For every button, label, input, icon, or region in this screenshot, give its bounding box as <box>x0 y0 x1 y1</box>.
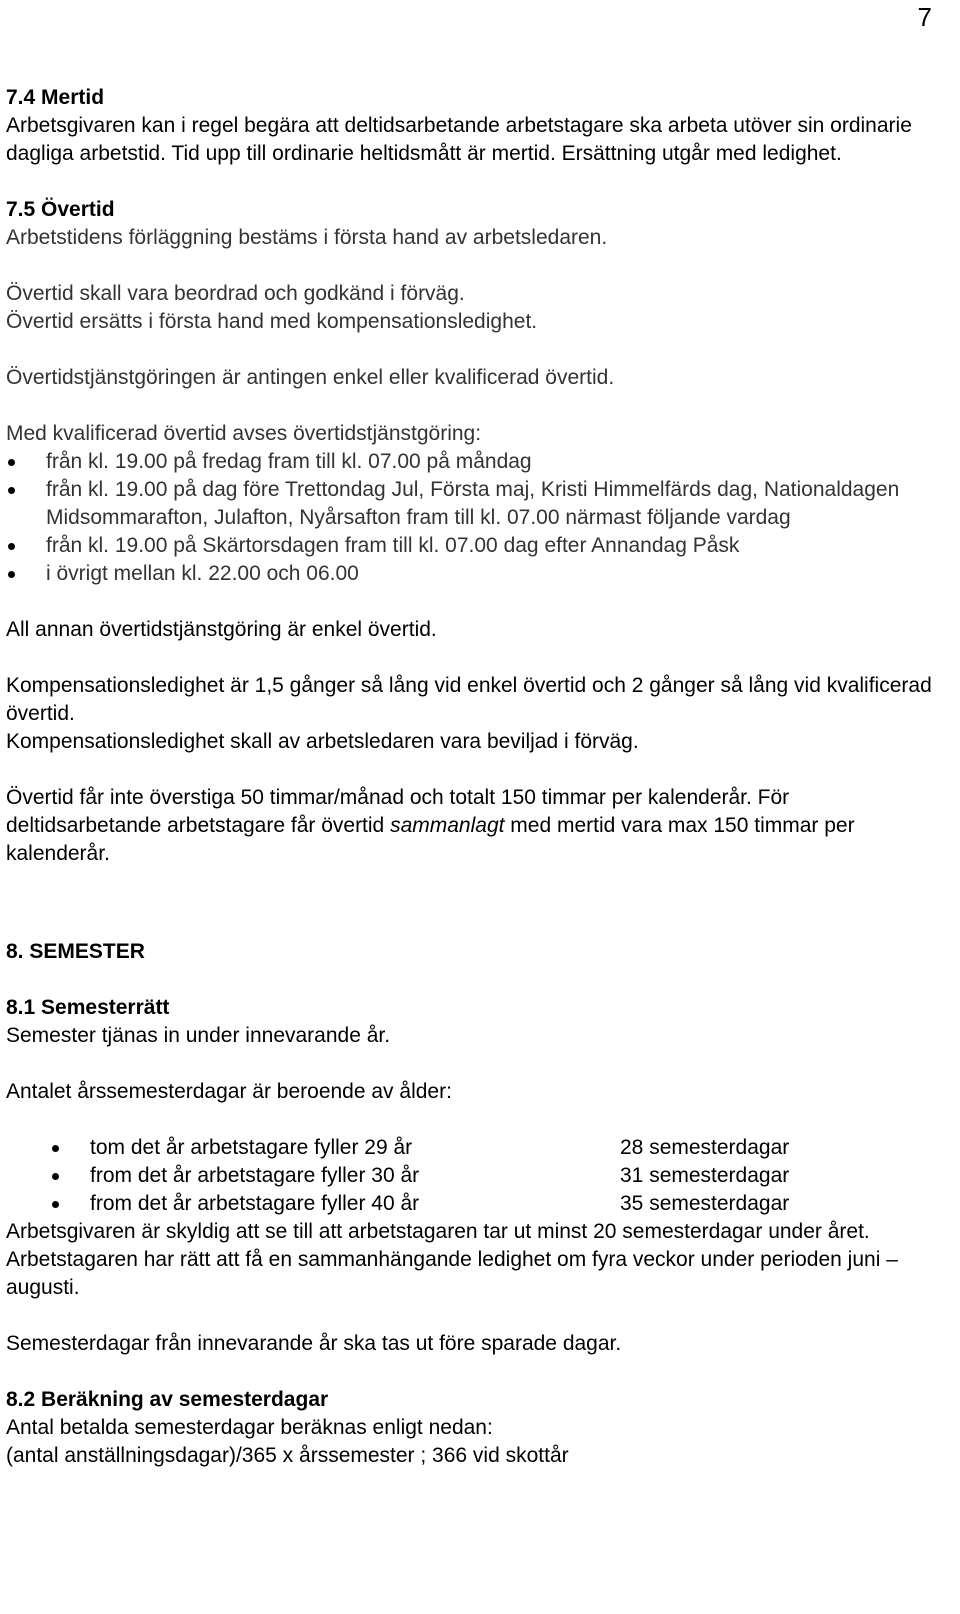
vacation-days: 31 semesterdagar <box>620 1164 790 1187</box>
age-condition: tom det år arbetstagare fyller 29 år <box>90 1136 413 1159</box>
emphasis-text: sammanlagt <box>390 814 505 837</box>
paragraph: Antalet årssemesterdagar är beroende av ålder: <box>6 1080 452 1103</box>
section-heading: 7.5 Övertid <box>6 198 115 221</box>
paragraph: Arbetsgivaren är skyldig att se till att arbetstagaren tar ut minst 20 semesterdagar under året. Arbetstagaren har rätt att få en sammanhängande ledighet om fyra veckor under perioden juni – augusti. <box>6 1220 898 1299</box>
age-condition: from det år arbetstagare fyller 40 år <box>90 1192 420 1215</box>
paragraph <box>6 784 936 868</box>
vacation-days: 35 semesterdagar <box>620 1192 790 1215</box>
text-run: Övertid får inte överstiga 50 timmar/månad och totalt 150 timmar per kalenderår. För deltidsarbetande arbetstagare får övertid <box>6 786 790 837</box>
paragraph-group <box>6 672 936 756</box>
list-item: från kl. 19.00 på fredag fram till kl. 07.00 på måndag <box>6 448 936 476</box>
document-body <box>6 84 936 1470</box>
paragraph: Antal betalda semesterdagar beräknas enligt nedan: <box>6 1416 493 1439</box>
list-item: från kl. 19.00 på dag före Trettondag Jul, Första maj, Kristi Himmelfärds dag, Nationaldagen Midsommarafton, Julafton, Nyårsafton fram till kl. 07.00 närmast följande vardag <box>6 476 936 532</box>
chapter-heading: 8. SEMESTER <box>6 940 145 963</box>
paragraph: Arbetsgivaren kan i regel begära att deltidsarbetande arbetstagare ska arbeta utöver sin ordinarie dagliga arbetstid. Tid upp till ordinarie heltidsmått är mertid. Ersättning utgår med ledighet. <box>6 114 912 165</box>
page-number: 7 <box>917 2 932 32</box>
bullet-list <box>6 448 936 588</box>
list-item <box>6 1190 936 1218</box>
section-7-5 <box>6 196 936 868</box>
paragraph: Semester tjänas in under innevarande år. <box>6 1024 391 1047</box>
paragraph: Övertidstjänstgöringen är antingen enkel eller kvalificerad övertid. <box>6 366 615 389</box>
vacation-days: 28 semesterdagar <box>620 1136 790 1159</box>
paragraph: Övertid ersätts i första hand med kompensationsledighet. <box>6 310 538 333</box>
paragraph: (antal anställningsdagar)/365 x årssemester ; 366 vid skottår <box>6 1444 569 1467</box>
paragraph-group <box>6 280 936 336</box>
paragraph-group <box>6 420 936 588</box>
section-heading: 7.4 Mertid <box>6 86 105 109</box>
text-run: med mertid vara max 150 timmar per kalenderår. <box>6 814 855 865</box>
paragraph: Med kvalificerad övertid avses övertidstjänstgöring: <box>6 422 482 445</box>
paragraph: Övertid skall vara beordrad och godkänd i förväg. <box>6 282 465 305</box>
section-heading: 8.2 Beräkning av semesterdagar <box>6 1388 329 1411</box>
age-condition: from det år arbetstagare fyller 30 år <box>90 1164 420 1187</box>
paragraph: All annan övertidstjänstgöring är enkel övertid. <box>6 618 437 641</box>
section-8-1 <box>6 994 936 1358</box>
list-item <box>6 1134 936 1162</box>
list-item: i övrigt mellan kl. 22.00 och 06.00 <box>6 560 936 588</box>
paragraph: Semesterdagar från innevarande år ska tas ut före sparade dagar. <box>6 1332 622 1355</box>
list-item: från kl. 19.00 på Skärtorsdagen fram till kl. 07.00 dag efter Annandag Påsk <box>6 532 936 560</box>
list-item <box>6 1162 936 1190</box>
section-heading: 8.1 Semesterrätt <box>6 996 170 1019</box>
spacer <box>6 868 936 938</box>
paragraph: Kompensationsledighet skall av arbetsledaren vara beviljad i förväg. <box>6 730 639 753</box>
paragraph: Arbetstidens förläggning bestäms i första hand av arbetsledaren. <box>6 226 608 249</box>
paragraph: Kompensationsledighet är 1,5 gånger så lång vid enkel övertid och 2 gånger så lång vid kvalificerad övertid. <box>6 674 932 725</box>
section-8-2 <box>6 1386 936 1470</box>
vacation-days-list <box>6 1134 936 1218</box>
section-7-4 <box>6 84 936 168</box>
